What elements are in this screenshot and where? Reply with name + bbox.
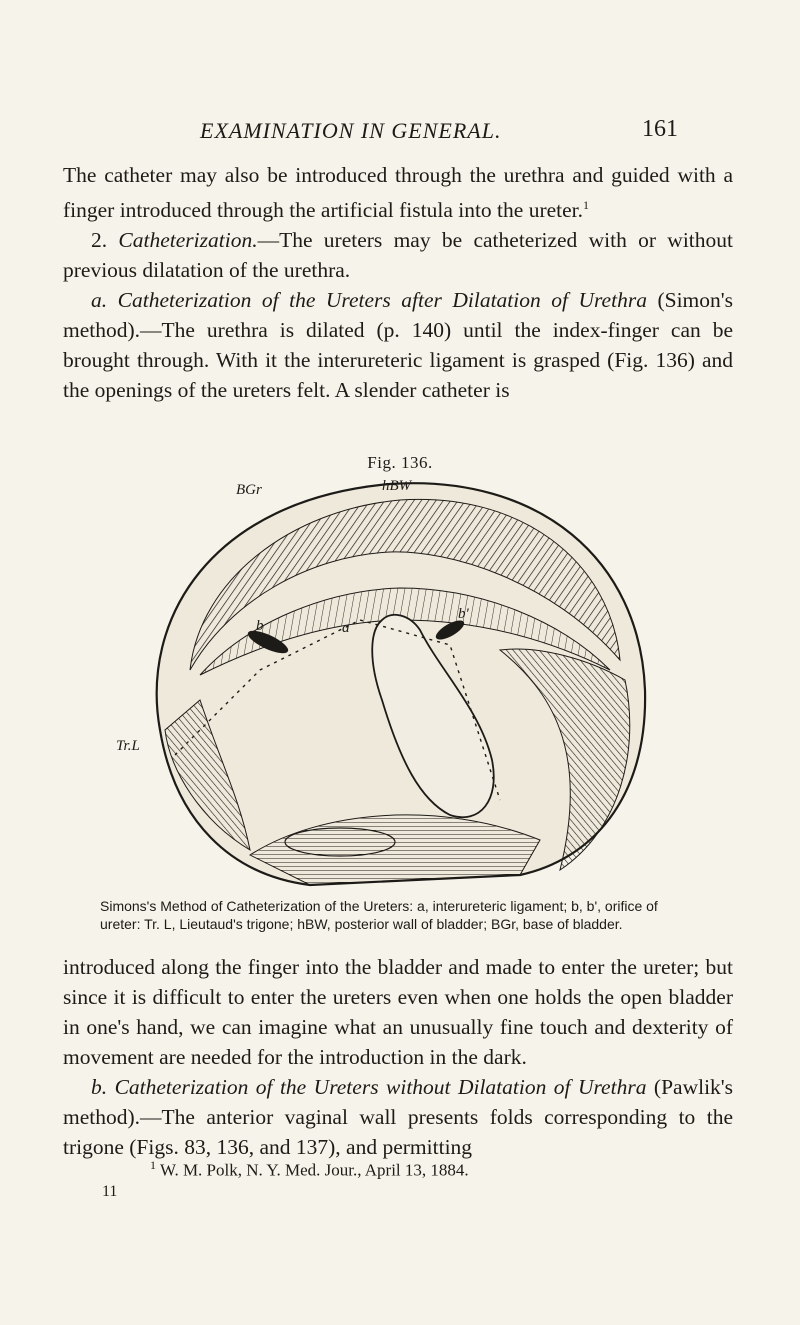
signature-mark: 11 xyxy=(102,1183,118,1200)
label-a: a xyxy=(342,620,350,636)
running-head xyxy=(0,118,800,148)
subsection-label-a: a. xyxy=(91,288,108,313)
body-text-top xyxy=(63,160,733,405)
paragraph-2-text: —The ureters may be catheterized with or without previous dilatation of the urethra. xyxy=(63,228,733,283)
label-hbw: hBW xyxy=(382,478,412,494)
urethral-opening xyxy=(285,828,395,856)
page-number: 161 xyxy=(642,116,678,142)
section-heading: Catheterization. xyxy=(118,228,258,253)
paragraph-1 xyxy=(63,160,733,225)
running-title: EXAMINATION IN GENERAL. xyxy=(200,118,502,143)
body-text-bottom xyxy=(63,952,733,1162)
paragraph-3-text: (Simon's method).—The urethra is dilated (p. 140) until the index-finger can be brought through. With it the interureteric ligament is grasped (Fig. 136) and the openings of the ureters felt. A slender catheter is xyxy=(63,288,734,403)
subsection-heading-a: Catheterization of the Ureters after Dilatation of Urethra xyxy=(117,288,647,313)
paragraph-3 xyxy=(63,285,733,405)
paragraph-5 xyxy=(63,1072,733,1162)
subsection-label-b: b. xyxy=(91,1075,108,1099)
label-bgr: BGr xyxy=(236,482,262,498)
section-number: 2. xyxy=(91,228,108,253)
bladder-engraving xyxy=(116,470,680,890)
paragraph-2 xyxy=(63,225,733,285)
footnote-text: W. M. Polk, N. Y. Med. Jour., April 13, 1884. xyxy=(159,1160,469,1180)
label-b: b xyxy=(256,618,264,634)
figure-label: Fig. 136. xyxy=(367,453,433,472)
paragraph-4: introduced along the finger into the bladder and made to enter the ureter; but since it is difficult to enter the ureters even when one holds the open bladder in one's hand, we can imagine what an unusually fine touch and dexterity of movement are needed for the introduction in the dark. xyxy=(63,955,733,1069)
footnote-mark: 1 xyxy=(150,1158,156,1172)
figure-caption: Simons's Method of Catheterization of the Ureters: a, interureteric ligament; b, b', orifice of ureter: Tr. L, Lieutaud's trigone; hBW, posterior wall of bladder; BGr, base of bladder. xyxy=(100,898,658,932)
label-b-prime: b' xyxy=(458,606,469,622)
figure-illustration xyxy=(116,470,680,890)
label-trl: Tr.L xyxy=(116,738,140,754)
paragraph-5-text: (Pawlik's method).—The anterior vaginal wall presents folds corresponding to the trigone (Figs. 83, 136, and 137), and permitting xyxy=(63,1075,734,1159)
paragraph-1-text: The catheter may also be introduced through the urethra and guided with a finger introduced through the artificial fistula into the ureter. xyxy=(63,163,733,223)
footnote-ref: 1 xyxy=(583,198,590,212)
footnote xyxy=(150,1158,750,1181)
subsection-heading-b: Catheterization of the Ureters without Dilatation of Urethra xyxy=(114,1075,647,1099)
